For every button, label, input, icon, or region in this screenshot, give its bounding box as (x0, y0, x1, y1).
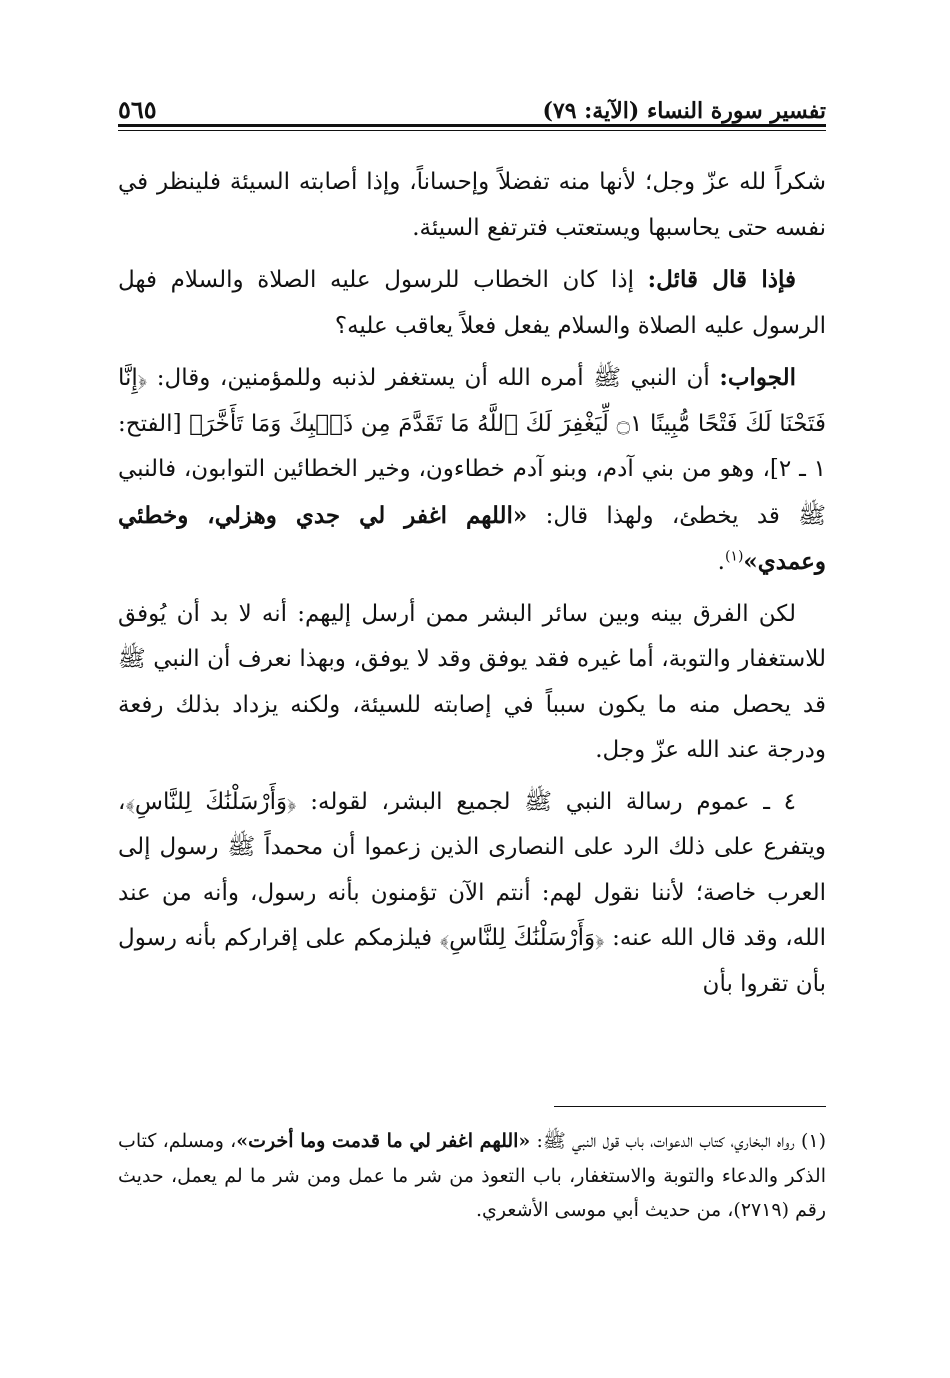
question-lead: فإذا قال قائل: (647, 266, 796, 293)
answer-lead: الجواب: (719, 364, 796, 391)
paragraph-5 (118, 780, 826, 1008)
hadith-quote: «اللهم اغفر لي جدي وهزلي، وخطئي وعمدي» (118, 501, 826, 575)
footnote-hadith: «اللهم اغفر لي ما قدمت وما أخرت» (236, 1130, 531, 1152)
header-rule-thick (118, 124, 826, 127)
point-4-text-b: ، ويتفرع على ذلك الرد على النصارى الذين زعموا أن محمداً ﷺ رسول إلى العرب خاصة؛ لأننا نقول لهم: أنتم الآن تؤمنون بأنه رسول، وأنه من عند الله، وقد قال الله عنه: (118, 788, 826, 951)
footnote-text-b: ، ومسلم، كتاب الذكر والدعاء والتوبة والاستغفار، باب التعوذ من شر ما عمل ومن شر ما لم يعمل، حديث رقم (٢٧١٩)، من حديث أبي موسى الأشعري. (118, 1130, 826, 1221)
answer-text-b: [الفتح: ١ ـ ٢]، وهو من بني آدم، وبنو آدم خطاءون، وخير الخطائين التوابون، فالنبي ﷺ قد يخطئ، ولهذا قال: (118, 410, 826, 529)
paragraph-2 (118, 257, 826, 349)
point-4-text-c: فيلزمكم على إقراركم بأنه رسول بأن تقروا بأن (118, 925, 826, 997)
running-title: تفسير سورة النساء (الآية: ٧٩) (542, 98, 826, 124)
answer-text-a: أن النبي ﷺ أمره الله أن يستغفر لذنبه وللمؤمنين، وقال: (147, 365, 720, 391)
point-4-text-a: ٤ ـ عموم رسالة النبي ﷺ لجميع البشر، لقوله: (296, 788, 797, 815)
footnote-rule (554, 1106, 826, 1107)
main-text (118, 160, 826, 1013)
quran-verse-fath: ﴿إِنَّا فَتَحْنَا لَكَ فَتْحًا مُّبِينًا ۝١ لِّيَغْفِرَ لَكَ ٱللَّهُ مَا تَقَدَّمَ مِن ذَنۢبِكَ وَمَا تَأَخَّرَ﴾ (118, 365, 826, 437)
question-text: إذا كان الخطاب للرسول عليه الصلاة والسلام فهل الرسول عليه الصلاة والسلام يفعل فعلاً يعاقب عليه؟ (118, 267, 826, 339)
page-header (118, 88, 826, 124)
footnote-text-a: رواه البخاري، كتاب الدعوات، باب قول النبي ﷺ: (530, 1130, 801, 1152)
footnote-mark: (١) (800, 1130, 826, 1152)
quran-verse-a: ﴿وَأَرْسَلْنَٰكَ لِلنَّاسِ﴾ (125, 788, 297, 815)
header-rule-thin (118, 130, 826, 131)
paragraph-4: لكن الفرق بينه وبين سائر البشر ممن أرسل إليهم: أنه لا بد أن يُوفق للاستغفار والتوبة، أما غيره فقد يوفق وقد لا يوفق، وبهذا نعرف أن النبي ﷺ قد يحصل منه ما يكون سبباً في إصابته للسيئة، ولكنه يزداد بذلك رفعة ودرجة عند الله عزّ وجل. (118, 600, 826, 763)
footnote (118, 1124, 826, 1228)
paragraph-3 (118, 355, 826, 586)
answer-end: . (717, 549, 725, 575)
page-number: ٥٦٥ (118, 95, 157, 124)
footnote-reference[interactable]: (١) (724, 548, 744, 565)
paragraph-1: شكراً لله عزّ وجل؛ لأنها منه تفضلاً وإحساناً، وإذا أصابته السيئة فلينظر في نفسه حتى يحاسبها ويستعتب فترتفع السيئة. (118, 169, 826, 241)
quran-verse-b: ﴿وَأَرْسَلْنَٰكَ لِلنَّاسِ﴾ (439, 925, 605, 951)
